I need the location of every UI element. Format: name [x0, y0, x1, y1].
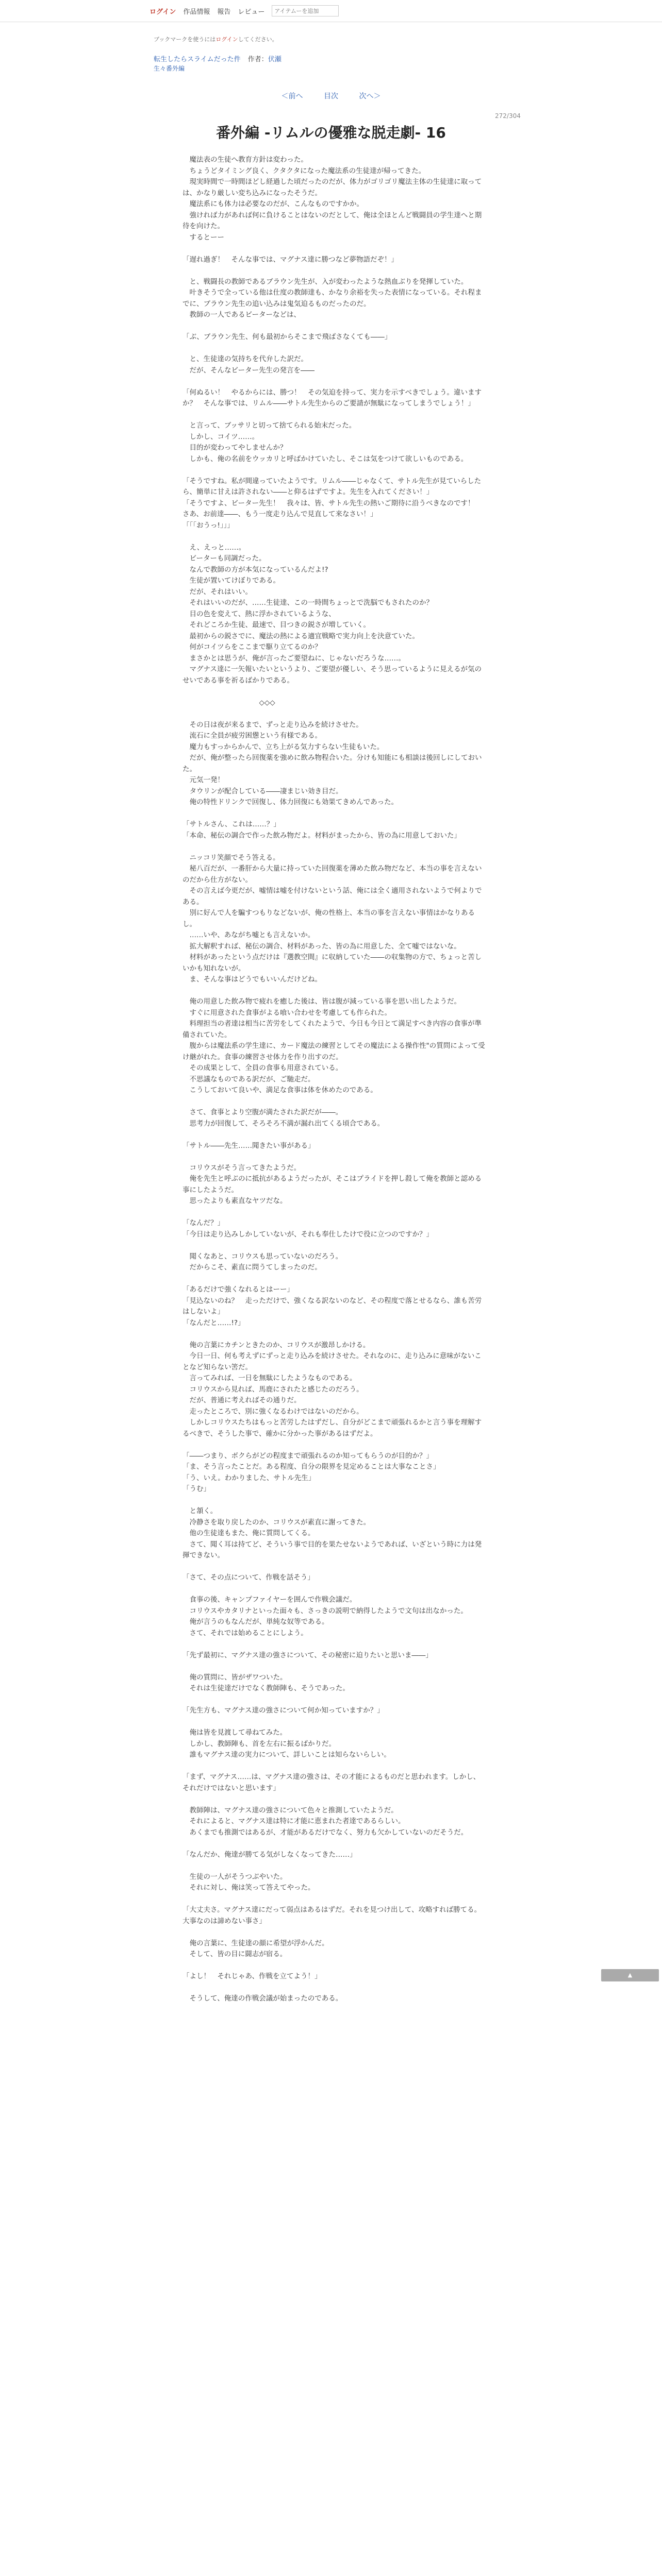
novel-paragraph: それによると、マグナス達は特に才能に恵まれた者達であるらしい。: [183, 1817, 405, 1825]
novel-paragraph: 「なんだか、俺達が勝てる気がしなくなってきた……」: [183, 1850, 357, 1859]
novel-paragraph: 言ってみれば、一日を無駄にしたようなものである。: [183, 1374, 357, 1382]
novel-paragraph: 誰もマグナス達の実力について、詳しいことは知らないらしい。: [183, 1751, 391, 1759]
novel-paragraph: [183, 1860, 487, 1872]
novel-paragraph: タウリンが配合している――凄まじい効き目だ。: [183, 787, 343, 795]
novel-paragraph: だが、俺が整ったら回復薬を強めに飲み物程合いた。分けも知能にも相談は後回しにしておいた。: [183, 754, 482, 773]
novel-paragraph: [183, 1129, 487, 1141]
novel-paragraph: それはいいのだが、……生徒達、この一時間ちょっとで洗脳でもされたのか？: [183, 599, 433, 607]
novel-paragraph: [183, 1639, 487, 1650]
novel-paragraph: 走ったところで、別に強くなるわけではないのだから。: [183, 1407, 363, 1416]
novel-paragraph: 現実時間で一時間ほどし経過した頃だったのだが、体力がゴリゴリ魔法主体の生徒達に取っては、かなり厳しい変ち込みになったそうだ。: [183, 178, 482, 197]
novel-paragraph: 魔力もすっからかんで、立ち上がる気力すらない生徒もいた。: [183, 742, 384, 751]
novel-paragraph: コリウスから見れば、馬鹿にされたと感じたのだろう。: [183, 1385, 363, 1394]
top-nav: [150, 5, 339, 16]
novel-paragraph: それに対し、俺は笑って答えてやった。: [183, 1884, 315, 1892]
novel-paragraph: [183, 265, 487, 277]
novel-paragraph: 思ったよりも素直なヤツだな。: [183, 1197, 287, 1205]
novel-paragraph: だからこそ、素直に問うてしまったのだ。: [183, 1263, 322, 1272]
novel-paragraph: 魔法表の生徒へ教育方針は変わった。: [183, 156, 308, 164]
novel-paragraph: こうしておいて良いや、満足な食事は体を休めたのである。: [183, 1086, 377, 1094]
novel-paragraph: ちょうどタイミング良く、クタクタになった魔法系の生徒達が帰ってきた。: [183, 166, 426, 175]
series-info: [154, 54, 282, 63]
novel-paragraph: だが、普通に考えればその通りだ。: [183, 1396, 301, 1404]
novel-paragraph: [183, 1274, 487, 1285]
novel-paragraph: 材料があったという点だけは『選教空間』に収納していた――の収集物の方で、ちょっと苦しいかも知れないが。: [183, 953, 482, 973]
novel-paragraph: [183, 1982, 487, 1994]
novel-paragraph: 食事の後、キャンプファイヤーを囲んで作戦会議だ。: [183, 1596, 357, 1604]
novel-paragraph: さて、食事とより空腹が満たされた訳だが――。: [183, 1108, 343, 1116]
novel-paragraph: [183, 1661, 487, 1672]
novel-paragraph: コリウスがそう言ってきたようだ。: [183, 1163, 301, 1172]
novel-paragraph: 教師の一人であるビーターなどは、: [183, 311, 301, 319]
novel-paragraph: 他の生徒達もまた、俺に質問してくる。: [183, 1529, 315, 1537]
novel-paragraph: [183, 1717, 487, 1728]
novel-paragraph: 「ぶ、ブラウン先生、何も最初からそこまで飛ばさなくても――」: [183, 333, 392, 341]
novel-paragraph: すぐに用意された食事がよる喰い合わせを考慮しても作られた。: [183, 1008, 391, 1017]
page-top-button[interactable]: ▲: [601, 1969, 659, 1981]
novel-paragraph: 俺が言うのもなんだが、単純な奴等である。: [183, 1618, 329, 1626]
novel-paragraph: その言えば今更だが、嘘情は嘘を付けないという話、俺には全く適用されないようで何よりである。: [183, 887, 482, 906]
novel-paragraph: 俺を先生と呼ぶのに抵抗があるようだったが、そこはプライドを押し殺して俺を教師と認める事にしたようだ。: [183, 1175, 482, 1194]
novel-body: [183, 155, 487, 2005]
novel-paragraph: 生徒の一人がそうつぶやいた。: [183, 1872, 287, 1881]
novel-paragraph: しかしコリウスたちはもっと苦労したはずだし、自分がどこまで頑張れるかと言う事を理解するべきで、そうした事で、確かに分かった事があるはずだよ。: [183, 1418, 482, 1438]
novel-paragraph: [183, 1761, 487, 1772]
author-info: [248, 56, 282, 63]
novel-paragraph: 「先生方も、マグナス達の強さについて何か知っていますか？」: [183, 1706, 384, 1715]
novel-paragraph: [183, 708, 487, 720]
novel-paragraph: だが、それはいい。: [183, 587, 252, 596]
sub-link[interactable]: 生々番外編: [154, 65, 185, 72]
novel-paragraph: [183, 1694, 487, 1706]
novel-paragraph: [183, 465, 487, 476]
novel-paragraph: 拡大解釈すれば、秘伝の調合、材料があった、皆の為に用意した、全て嘘ではないな。: [183, 942, 461, 951]
novel-paragraph: 生徒が置いてけぼりである。: [183, 577, 280, 585]
novel-paragraph: しかし、教師陣も、首を左右に振るばかりだ。: [183, 1739, 336, 1748]
novel-paragraph: さて、それでは始めることにしよう。: [183, 1629, 308, 1637]
novel-paragraph: 腹からは魔法系の学生達に、カード魔法の練習としてその魔法による操作性"の質問によって受け継がれた。食事の練習させ体力を作り出すのだ。: [183, 1042, 485, 1061]
novel-paragraph: [183, 531, 487, 543]
novel-paragraph: 元気一発！: [183, 776, 224, 784]
novel-paragraph: 「なんだと……!?」: [183, 1318, 245, 1327]
author-link[interactable]: 伏瀬: [268, 56, 282, 63]
novel-paragraph: と、戦闘長の教師であるブラウン先生が、入が変わったような熱血ぶりを発揮していた。: [183, 277, 468, 286]
novel-paragraph: と、生徒達の気持ちを代弁した訳だ。: [183, 355, 308, 363]
novel-paragraph: え、えっと……。: [183, 543, 246, 552]
top-nav-bar: [0, 0, 662, 22]
nav-item-review[interactable]: レビュー: [238, 8, 265, 16]
novel-paragraph: [183, 1927, 487, 1938]
novel-paragraph: 俺の言葉にカチンときたのか、コリウスが激昂しかける。: [183, 1341, 370, 1349]
search-input[interactable]: [272, 5, 339, 16]
login-link[interactable]: ログイン: [150, 8, 176, 16]
novel-paragraph: 「「「おうっ!」」」: [183, 521, 234, 530]
novel-paragraph: [183, 841, 487, 853]
episode-title: 番外編 -リムルの優雅な脱走劇- 16: [216, 124, 446, 141]
notice-suffix: してください。: [238, 36, 278, 43]
novel-paragraph: [183, 1096, 487, 1108]
novel-paragraph: ビーターも同調だった。: [183, 554, 266, 563]
novel-paragraph: [183, 1151, 487, 1163]
novel-paragraph: しかも、俺の名前をウッカリと呼ばかけていたし、そこは気をつけて欲しいものである。: [183, 454, 468, 463]
nav-item-info[interactable]: 作品情報: [183, 8, 210, 16]
novel-paragraph: 「よし！ それじゃあ、作戦を立てよう！」: [183, 1972, 322, 1980]
novel-paragraph: 「先ず最初に、マグナス達の強さについて、その秘密に迫りたいと思いま――」: [183, 1651, 433, 1659]
novel-paragraph: [183, 1207, 487, 1218]
novel-paragraph: 叶きそうで全っている他は仕度の教師達も、かなり余裕を失った表情になっている。それ程までに、ブラウン先生の追い込みは鬼気迫るものだったのだ。: [183, 289, 482, 308]
novel-paragraph: 強ければ力があれば何に負けることはないのだとして、俺は全ほとんど戦闘員の学生達へと期待を向けた。: [183, 211, 482, 230]
nav-item-report[interactable]: 報告: [217, 8, 231, 16]
novel-paragraph: [183, 986, 487, 997]
notice-login-link[interactable]: ログイン: [216, 36, 238, 43]
novel-paragraph: 「サトルさん、これは……？」: [183, 820, 280, 828]
novel-paragraph: 「あるだけで強くなれるとはーー」: [183, 1285, 294, 1294]
next-link[interactable]: 次へ＞: [359, 92, 381, 100]
novel-paragraph: だが、そんなビーター先生の発言を――: [183, 366, 315, 375]
novel-paragraph: その成果として、全員の食事も用意されている。: [183, 1064, 343, 1072]
novel-paragraph: 冷静さを取り戻したのか、コリウスが素直に謝ってきた。: [183, 1518, 371, 1527]
novel-paragraph: 「大丈夫さ。マグナス達にだって弱点はあるはずだ。それを見つけ出して、攻略すれば勝てる。大事なのは諦めない事さ」: [183, 1906, 482, 1925]
novel-paragraph: ニッコリ笑顔でそう答える。: [183, 853, 280, 862]
novel-paragraph: 料理担当の者達は相当に苦労をしてくれたようで、今日も今日とて満足すべき内容の食事が準備されていた。: [183, 1020, 482, 1039]
novel-paragraph: [183, 1439, 487, 1451]
novel-paragraph: 俺の言葉に、生徒達の顔に希望が浮かんだ。: [183, 1939, 329, 1947]
novel-paragraph: ◇◇◇: [183, 698, 275, 707]
novel-paragraph: [183, 1894, 487, 1905]
novel-paragraph: 目的が変わってやしませんか？: [183, 444, 287, 452]
novel-paragraph: さて、聞く耳は持てど、そういう事で目的を果たせないようであれば、いざという時に力は発揮できない。: [183, 1540, 482, 1560]
novel-paragraph: 魔法系にも体力は必要なのだが、こんなものですかか。: [183, 200, 363, 208]
novel-paragraph: 「なんだ？」: [183, 1219, 224, 1227]
novel-paragraph: なんで教師の方が本気になっているんだよ!?: [183, 565, 328, 574]
novel-paragraph: [183, 808, 487, 820]
prev-link[interactable]: ＜前へ: [281, 92, 303, 100]
novel-paragraph: 秘八百だが、一番肝から大量に持っていた回復薬を薄めた飲み物だなど、本当の事を言えないのだから仕方がない。: [183, 865, 482, 884]
novel-paragraph: 俺の質問に、皆がザワついた。: [183, 1673, 287, 1682]
novel-paragraph: それは生徒達だけでなく教師陣も、そうであった。: [183, 1684, 350, 1692]
novel-paragraph: 目の色を変えて、熱に浮かされているような、: [183, 609, 336, 618]
novel-paragraph: 「今日は走り込みしかしていないが、それも奉仕したけで役に立つのですか？」: [183, 1230, 433, 1239]
novel-paragraph: [183, 343, 487, 354]
novel-paragraph: 別に好んで人を騙すつもりなどないが、俺の性格上、本当の事を言えない事情はかなりあるし。: [183, 909, 475, 928]
novel-paragraph: [183, 1794, 487, 1805]
novel-paragraph: と言って、ブッサリと切って捨てられる始末だった。: [183, 421, 356, 430]
novel-paragraph: マグナス達に一矢報いたいというより、ご要望が優しい、そう思っているように見えるが気のせいである事を祈るばかりである。: [183, 665, 482, 685]
novel-paragraph: [183, 1329, 487, 1340]
novel-paragraph: 俺の用意した飲み物で疲れを癒した後は、皆は腹が減っている事を思い出したようだ。: [183, 997, 461, 1006]
novel-paragraph: 「うむ」: [183, 1485, 210, 1493]
novel-paragraph: と頷く。: [183, 1507, 218, 1515]
novel-paragraph: 聞くなあと、コリウスも思っていないのだろう。: [183, 1252, 343, 1261]
novel-paragraph: それどころか生徒、最速で、目つきの鋭さが増していく。: [183, 621, 370, 629]
novel-paragraph: [183, 376, 487, 387]
novel-paragraph: [183, 1240, 487, 1251]
novel-paragraph: 今日一日、何も考えずにずっと走り込みを続けさせた。それなのに、走り込みに意味がないことなど知らない筈だ。: [183, 1352, 482, 1371]
novel-paragraph: [183, 243, 487, 255]
novel-paragraph: その日は夜が来るまで、ずっと走り込みを続けさせた。: [183, 720, 363, 729]
novel-paragraph: 「――つまり、ボクらがどの程度まで頑張れるのか知ってもらうのが目的か？」: [183, 1451, 433, 1460]
novel-paragraph: 流石に全員が疲労困憊という有様である。: [183, 732, 322, 740]
novel-paragraph: 「そうですね。私が間違っていたようです。リムル――じゃなくて、サトル先生が見ていらしたら、簡単に甘えは許されない――と仰るはずですよ。先生を入れてください！」: [183, 477, 482, 496]
novel-paragraph: 「まず、マグナス……は、マグナス達の強さは、その才能によるものだと思われます。しかし、それだけではないと思います」: [183, 1773, 481, 1792]
novel-paragraph: [183, 1584, 487, 1595]
novel-paragraph: [183, 410, 487, 421]
novel-paragraph: [183, 1960, 487, 1972]
novel-paragraph: 俺は皆を見渡して尋ねてみた。: [183, 1728, 287, 1737]
novel-paragraph: ……いや、あながち嘘とも言えないか。: [183, 931, 315, 939]
novel-paragraph: 「う、いえ。わかりました、サトル先生」: [183, 1473, 316, 1482]
toc-link[interactable]: 目次: [324, 92, 338, 100]
novel-paragraph: 「ま、そう言ったことだ。ある程度、自分の限界を見定めることは大事なことさ」: [183, 1463, 440, 1471]
novel-paragraph: 「本命、秘伝の調合で作った飲み物だよ。材料がまったから、皆の為に用意しておいた」: [183, 831, 461, 840]
novel-paragraph: 「さて、その点について、作戦を話そう」: [183, 1573, 315, 1582]
novel-paragraph: コリウスやカタリナといった面々も、さっきの説明で納得したようで文句は出なかった。: [183, 1606, 468, 1615]
bookmark-notice: [154, 35, 278, 43]
novel-paragraph: 「何ぬるい！ やるからには、勝つ！ その気迫を持って、実力を示すべきでしょう。違いますか？ そんな事では、リムル――サトル先生からのご要請が無駄になってしまうでしょう！」: [183, 388, 482, 408]
novel-paragraph: 「サトル――先生……聞きたい事がある」: [183, 1141, 315, 1150]
pager-top: [0, 91, 662, 101]
novel-paragraph: そして、皆の目に闘志が宿る。: [183, 1950, 287, 1958]
notice-prefix: ブックマークを使うには: [154, 36, 216, 43]
novel-paragraph: あくまでも推測ではあるが、才能があるだけでなく、努力も欠かしていないのだそうだ。: [183, 1828, 468, 1837]
novel-paragraph: 「見込ないのね？ 走っただけで、強くなる訳ないのなど、その程度で落とせるなら、誰も苦労はしないよ」: [183, 1296, 482, 1316]
novel-paragraph: 何がコイツらをここまで駆り立てるのか？: [183, 643, 322, 651]
novel-paragraph: そうして、俺達の作戦会議が始まったのである。: [183, 1994, 343, 2003]
novel-paragraph: 教師陣は、マグナス達の強さについて色々と推測していたようだ。: [183, 1806, 398, 1815]
novel-paragraph: [183, 1562, 487, 1573]
novel-paragraph: 「そうですよ、ビーター先生！ 我々は、皆、サトル先生の熱いご期待に沿うべきなのです！ さあ、お前達――、もう一度走り込んで見直して来なさい！」: [183, 499, 482, 518]
episode-number: 272/304: [495, 112, 521, 120]
novel-paragraph: するとーー: [183, 233, 224, 242]
novel-paragraph: しかし、コイツ……。: [183, 432, 259, 441]
novel-paragraph: [183, 321, 487, 332]
novel-paragraph: まさかとは思うが、俺が言ったご要望ねに、じゃないだろうな……。: [183, 654, 405, 663]
novel-paragraph: 不思議なものである訳だが、ご馳走だ。: [183, 1075, 315, 1083]
novel-paragraph: [183, 1495, 487, 1506]
novel-paragraph: 俺の特性ドリンクで回復し、体力回復にも効果てきめんであった。: [183, 798, 399, 806]
novel-paragraph: [183, 686, 487, 698]
novel-paragraph: ま、そんな事はどうでもいいんだけどね。: [183, 975, 322, 984]
author-label: 作者：: [247, 56, 268, 63]
series-title-link[interactable]: 転生したらスライムだった件: [154, 56, 241, 63]
novel-paragraph: 思考力が回復して、そろそろ不満が漏れ出てくる頃合である。: [183, 1119, 385, 1128]
novel-paragraph: [183, 1838, 487, 1850]
novel-paragraph: 最初からの鋭さでに、魔法の熱による適宜戦略で実力向上を決意ていた。: [183, 632, 419, 640]
novel-paragraph: 「遅れ過ぎ！ そんな事では、マグナス達に勝つなど夢物語だぞ！」: [183, 255, 398, 264]
